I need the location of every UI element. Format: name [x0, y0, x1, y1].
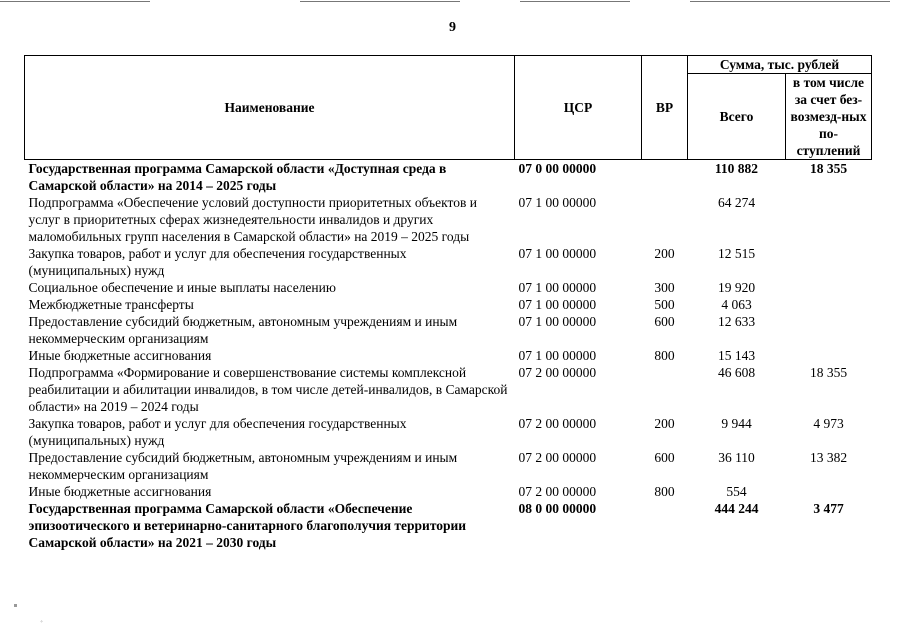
row-total: 110 882 — [714, 161, 759, 176]
row-name: Закупка товаров, работ и услуг для обеспечения государственных (муниципальных) нужд — [28, 416, 407, 448]
row-vr — [642, 364, 688, 415]
row-vr: 600 — [654, 450, 675, 465]
table-row — [25, 160, 872, 195]
row-incl — [786, 245, 872, 279]
row-name: Государственная программа Самарской области «Доступная среда в Самарской области» на 2014 – 2025 годы — [28, 161, 447, 193]
row-incl: 13 382 — [809, 450, 848, 465]
row-name: Государственная программа Самарской области «Обеспечение эпизоотического и ветеринарно-санитарного благополучия территории Самарской области» на 2021 – 2030 годы — [28, 501, 467, 550]
table-body — [25, 160, 872, 552]
table-row — [25, 449, 872, 483]
row-total: 19 920 — [717, 280, 756, 295]
row-name: Закупка товаров, работ и услуг для обеспечения государственных (муниципальных) нужд — [28, 246, 407, 278]
row-name: Межбюджетные трансферты — [28, 297, 194, 312]
row-vr: 800 — [654, 484, 675, 499]
header-csr: ЦСР — [515, 56, 642, 160]
row-csr: 07 0 00 00000 — [518, 161, 597, 176]
row-total: 15 143 — [717, 348, 756, 363]
row-vr: 300 — [654, 280, 675, 295]
row-csr: 07 2 00 00000 — [518, 416, 597, 431]
row-incl — [786, 194, 872, 245]
row-incl: 4 973 — [813, 416, 844, 431]
table-row — [25, 364, 872, 415]
row-csr: 07 2 00 00000 — [518, 484, 597, 499]
table-row — [25, 313, 872, 347]
row-name: Иные бюджетные ассигнования — [28, 348, 212, 363]
header-name: Наименование — [25, 56, 515, 160]
row-total: 9 944 — [721, 416, 752, 431]
table-row — [25, 194, 872, 245]
row-csr: 07 1 00 00000 — [518, 246, 597, 261]
row-incl: 18 355 — [809, 365, 848, 380]
table-row — [25, 279, 872, 296]
row-csr: 07 1 00 00000 — [518, 195, 597, 210]
row-incl — [786, 313, 872, 347]
row-csr: 07 1 00 00000 — [518, 280, 597, 295]
row-csr: 07 1 00 00000 — [518, 297, 597, 312]
row-vr: 600 — [654, 314, 675, 329]
row-incl: 3 477 — [813, 501, 844, 516]
row-name: Подпрограмма «Обеспечение условий доступности приоритетных объектов и услуг в приоритетных сферах жизнедеятельности инвалидов и других маломобильных групп населения в Самарской области» на 2019 – 2025 годы — [28, 195, 477, 244]
header-incl: в том числе за счет без-возмезд-ных по-ступлений — [786, 74, 872, 160]
row-total: 64 274 — [717, 195, 756, 210]
row-incl — [786, 296, 872, 313]
row-incl — [786, 483, 872, 500]
page-number: 9 — [449, 20, 456, 35]
header-total: Всего — [688, 74, 786, 160]
row-incl: 18 355 — [809, 161, 848, 176]
table-row — [25, 500, 872, 551]
table-row — [25, 347, 872, 364]
scan-smudge: ﾞ — [40, 620, 45, 630]
scan-edge-marks — [0, 0, 905, 6]
row-vr: 500 — [654, 297, 675, 312]
row-total: 444 244 — [714, 501, 759, 516]
row-total: 46 608 — [717, 365, 756, 380]
row-total: 554 — [726, 484, 747, 499]
row-name: Социальное обеспечение и иные выплаты населению — [28, 280, 336, 295]
row-incl — [786, 347, 872, 364]
scan-dot — [14, 604, 17, 607]
row-total: 12 515 — [717, 246, 756, 261]
row-vr — [642, 500, 688, 551]
row-csr: 07 1 00 00000 — [518, 314, 597, 329]
header-sum-group: Сумма, тыс. рублей — [688, 56, 872, 74]
row-vr — [642, 160, 688, 195]
row-incl — [786, 279, 872, 296]
row-csr: 08 0 00 00000 — [518, 501, 597, 516]
row-name: Иные бюджетные ассигнования — [28, 484, 212, 499]
row-total: 36 110 — [718, 450, 755, 465]
header-vr: ВР — [642, 56, 688, 160]
row-vr: 800 — [654, 348, 675, 363]
table-row — [25, 296, 872, 313]
table-row — [25, 415, 872, 449]
row-name: Подпрограмма «Формирование и совершенствование системы комплексной реабилитации и абилитации инвалидов, в том числе детей-инвалидов, в Самарской области» на 2019 – 2024 годы — [28, 365, 508, 414]
row-csr: 07 1 00 00000 — [518, 348, 597, 363]
table-row — [25, 483, 872, 500]
row-name: Предоставление субсидий бюджетным, автономным учреждениям и иным некоммерческим организациям — [28, 450, 458, 482]
row-csr: 07 2 00 00000 — [518, 365, 597, 380]
row-vr — [642, 194, 688, 245]
table-row — [25, 245, 872, 279]
row-csr: 07 2 00 00000 — [518, 450, 597, 465]
row-total: 12 633 — [717, 314, 756, 329]
row-name: Предоставление субсидий бюджетным, автономным учреждениям и иным некоммерческим организациям — [28, 314, 458, 346]
row-vr: 200 — [654, 416, 675, 431]
budget-table — [24, 55, 872, 551]
row-vr: 200 — [654, 246, 675, 261]
row-total: 4 063 — [721, 297, 752, 312]
